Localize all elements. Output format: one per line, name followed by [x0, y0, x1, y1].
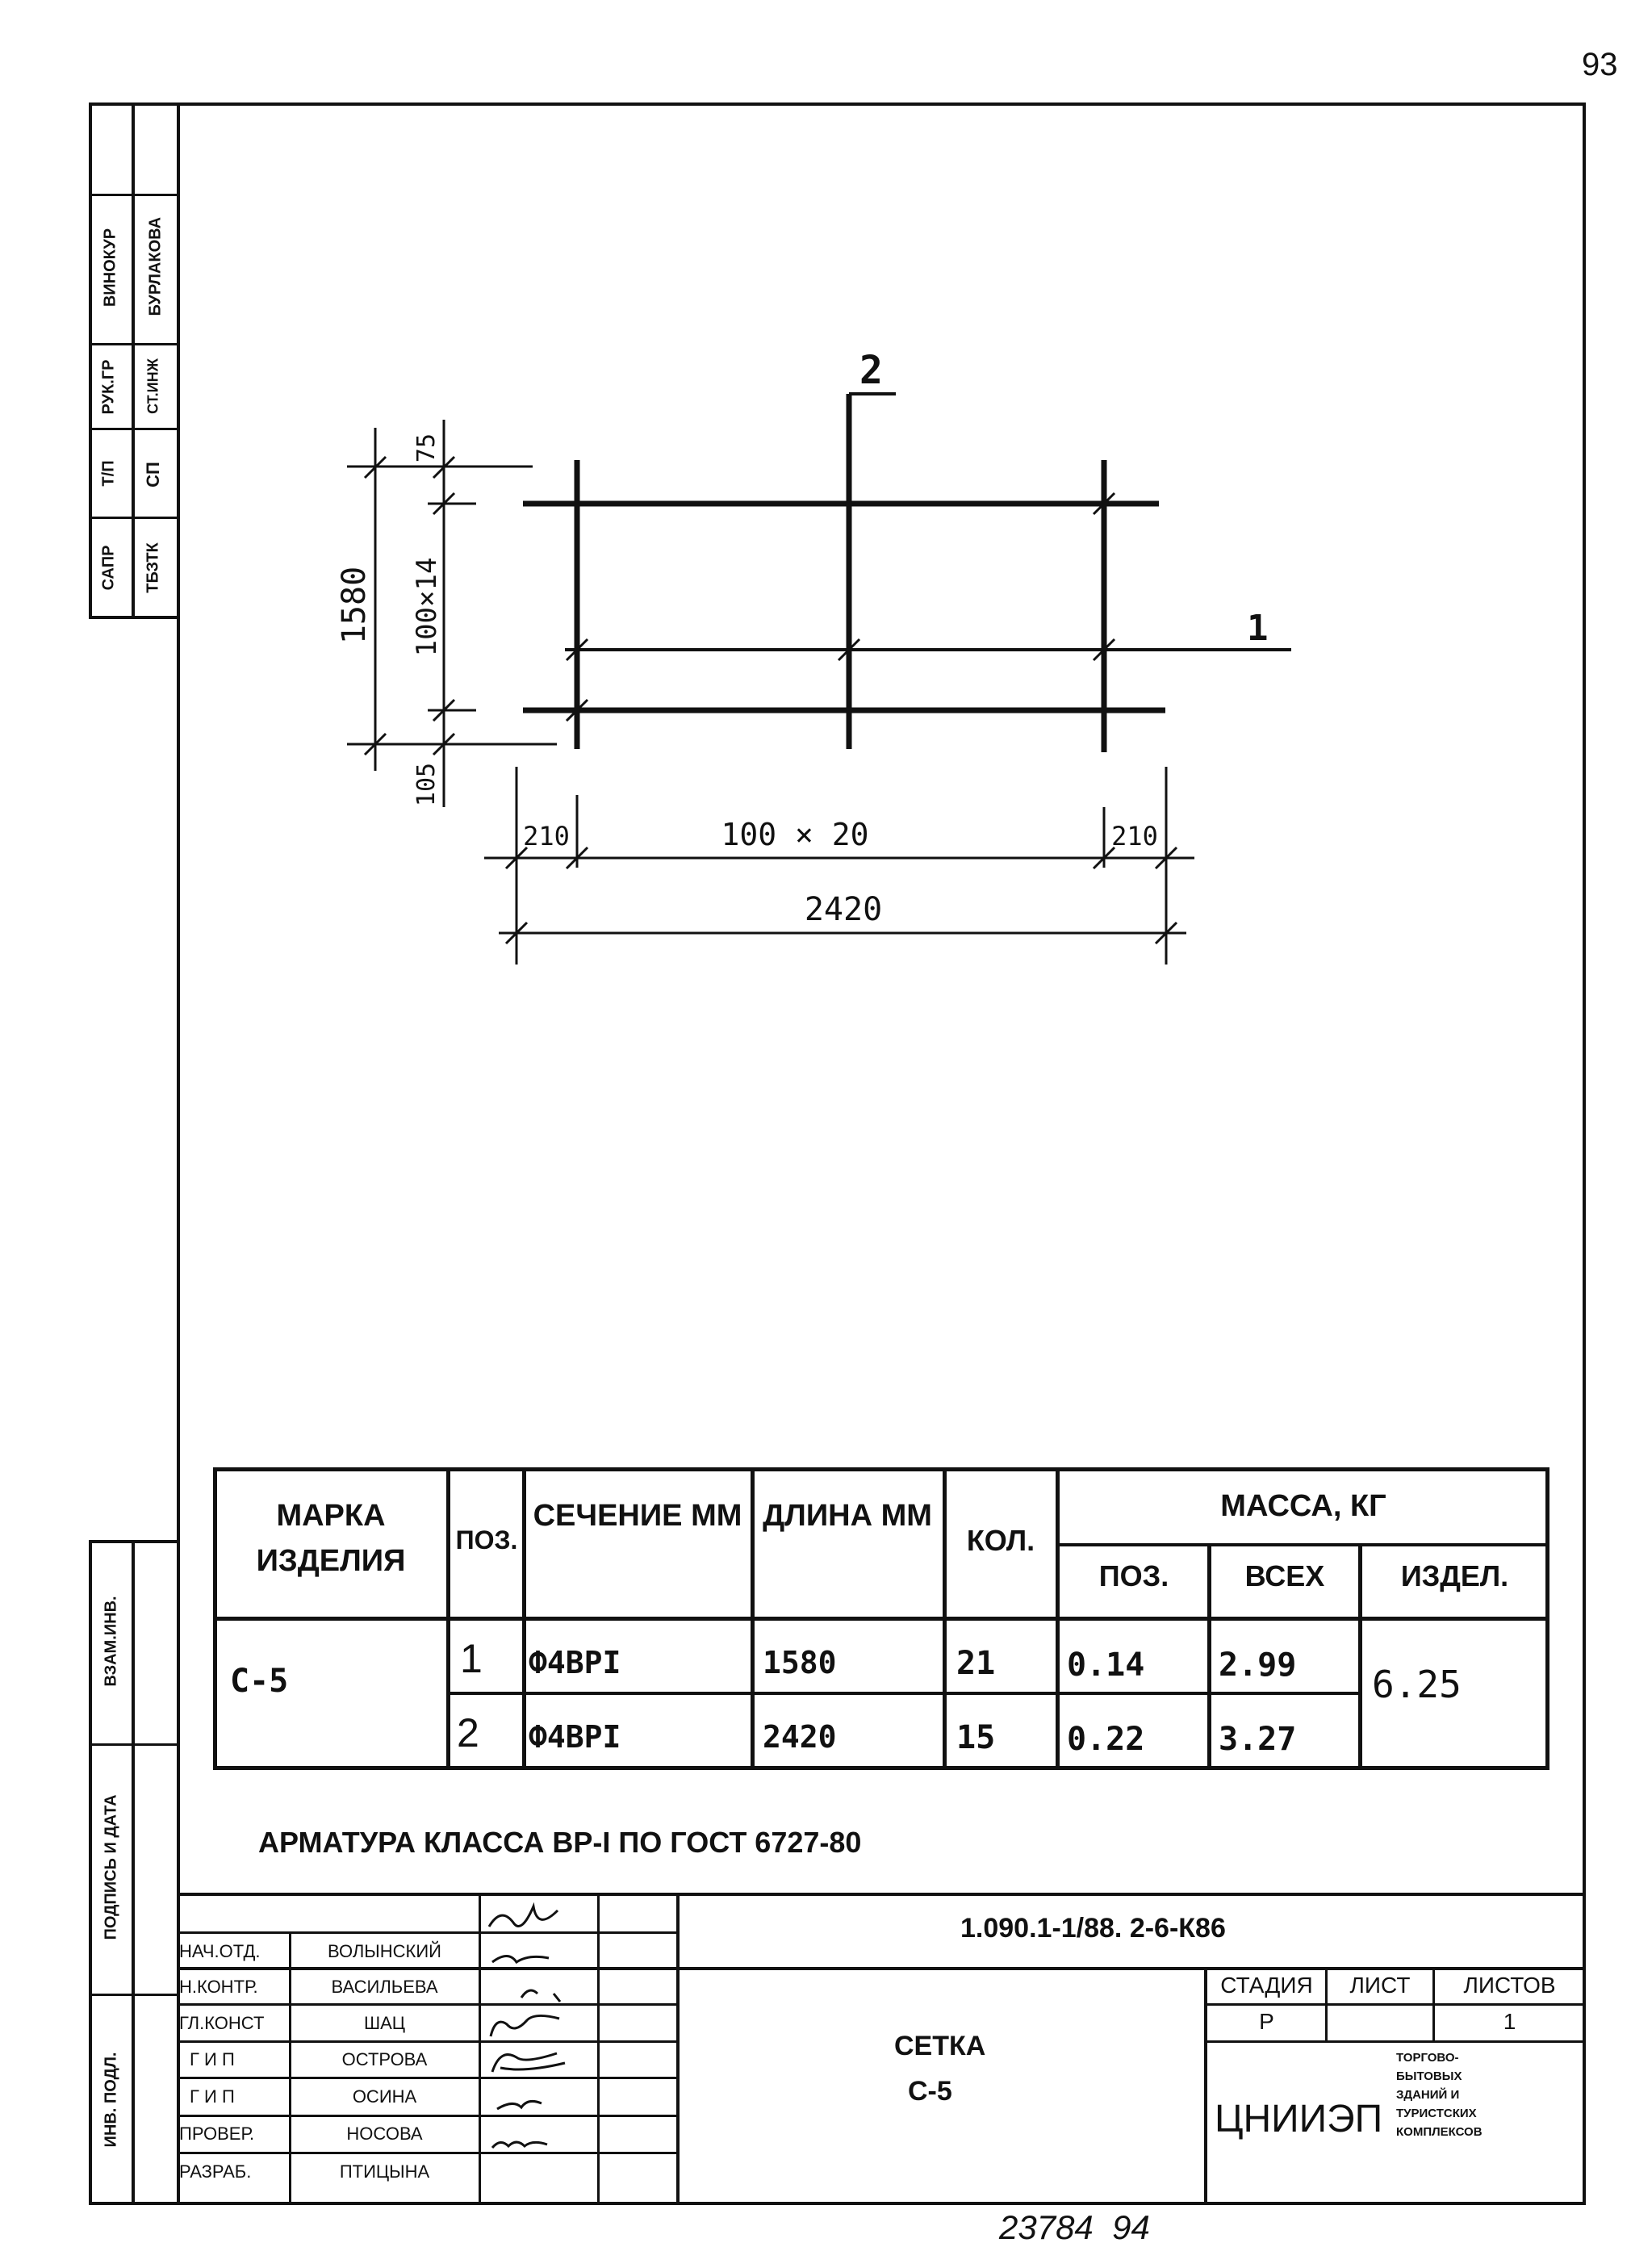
header-mass: МАССА, КГ: [1220, 1489, 1386, 1523]
role-nach-otd: НАЧ.ОТД.: [179, 1941, 261, 1961]
stamp-label-vzam-inv: ВЗАМ.ИНВ.: [102, 1596, 120, 1687]
name-prover: НОСОВА: [346, 2124, 423, 2144]
stamp-cell-sapr: САПР: [99, 545, 118, 591]
product-total-mass: 6.25: [1372, 1663, 1462, 1706]
role-razrab: РАЗРАБ.: [179, 2161, 252, 2182]
role-gl-konst: ГЛ.КОНСТ: [179, 2013, 265, 2033]
dim-height-total: 1580: [336, 566, 373, 645]
stamp-cell-sp: СП: [143, 462, 163, 487]
header-mass-item: ИЗДЕЛ.: [1400, 1559, 1509, 1592]
product-mark: С-5: [230, 1663, 289, 1700]
header-section: СЕЧЕНИЕ ММ: [533, 1499, 742, 1533]
dim-width-left: 210: [523, 821, 570, 852]
footer-number: 23784 94: [999, 2208, 1150, 2246]
position-1-label: 1: [1247, 608, 1269, 649]
name-gip-1: ОСТРОВА: [341, 2049, 428, 2069]
page-number: 93: [1582, 47, 1618, 82]
stamp-cell-burlakova: БУРЛАКОВА: [146, 216, 165, 316]
dim-height-mid: 100×14: [411, 557, 443, 657]
reinforcement-note: АРМАТУРА КЛАССА ВР-I ПО ГОСТ 6727-80: [258, 1826, 862, 1859]
role-prover: ПРОВЕР.: [179, 2124, 255, 2144]
doc-code: 1.090.1-1/88. 2-6-К86: [960, 1913, 1226, 1944]
signatures: [481, 1893, 597, 2205]
stage-label: СТАДИЯ: [1220, 1973, 1313, 1998]
header-mass-all: ВСЕХ: [1244, 1559, 1325, 1592]
frame-bottom-line: [89, 2202, 1586, 2205]
organization-name: ЦНИИЭП: [1215, 2098, 1383, 2140]
sheet-label: ЛИСТ: [1349, 1973, 1411, 1998]
sheet-title-2: С-5: [908, 2076, 952, 2107]
stamp-cell-tbztk: ТБЗТК: [144, 542, 162, 593]
stamp-label-inv-podl: ИНВ. ПОДЛ.: [102, 2052, 120, 2148]
stamp-cell-vinokur: ВИНОКУР: [101, 228, 119, 308]
header-qty: КОЛ.: [966, 1524, 1035, 1557]
name-razrab: ПТИЦЫНА: [339, 2161, 430, 2182]
dim-height-bottom: 105: [412, 762, 441, 807]
mesh-drawing: [0, 0, 1631, 1009]
header-length: ДЛИНА ММ: [763, 1499, 932, 1533]
organization-description: ТОРГОВО- БЫТОВЫХ ЗДАНИЙ И ТУРИСТСКИХ КОМПЛЕКСОВ: [1396, 2051, 1483, 2139]
sheets-value: 1: [1503, 2009, 1516, 2034]
name-n-kontr: ВАСИЛЬЕВА: [331, 1977, 438, 1997]
name-gip-2: ОСИНА: [352, 2086, 417, 2107]
dim-width-mid: 100 × 20: [721, 817, 869, 852]
name-gl-konst: ШАЦ: [363, 2013, 406, 2033]
dim-width-right: 210: [1111, 821, 1158, 852]
stamp-label-podpis-data: ПОДПИСЬ И ДАТА: [102, 1794, 120, 1940]
sheets-label: ЛИСТОВ: [1463, 1973, 1556, 1998]
dim-height-top: 75: [412, 433, 441, 463]
role-gip-1: Г И П: [190, 2049, 235, 2069]
stamp-cell-tp: Т/П: [99, 460, 118, 487]
sheet-title-1: СЕТКА: [894, 2031, 986, 2061]
role-n-kontr: Н.КОНТР.: [179, 1977, 258, 1997]
stamp-cell-stinzh: СТ.ИНЖ: [144, 358, 161, 414]
role-gip-2: Г И П: [190, 2086, 235, 2107]
header-mass-pos: ПОЗ.: [1098, 1559, 1169, 1592]
stage-value: Р: [1259, 2009, 1274, 2034]
header-pos: ПОЗ.: [455, 1525, 518, 1555]
stamp-cell-rukgr: РУК.ГР: [99, 359, 118, 415]
position-2-label: 2: [859, 348, 883, 393]
name-nach-otd: ВОЛЫНСКИЙ: [328, 1941, 441, 1961]
dim-width-total: 2420: [804, 891, 883, 928]
header-mark: МАРКА ИЗДЕЛИЯ: [256, 1499, 406, 1578]
